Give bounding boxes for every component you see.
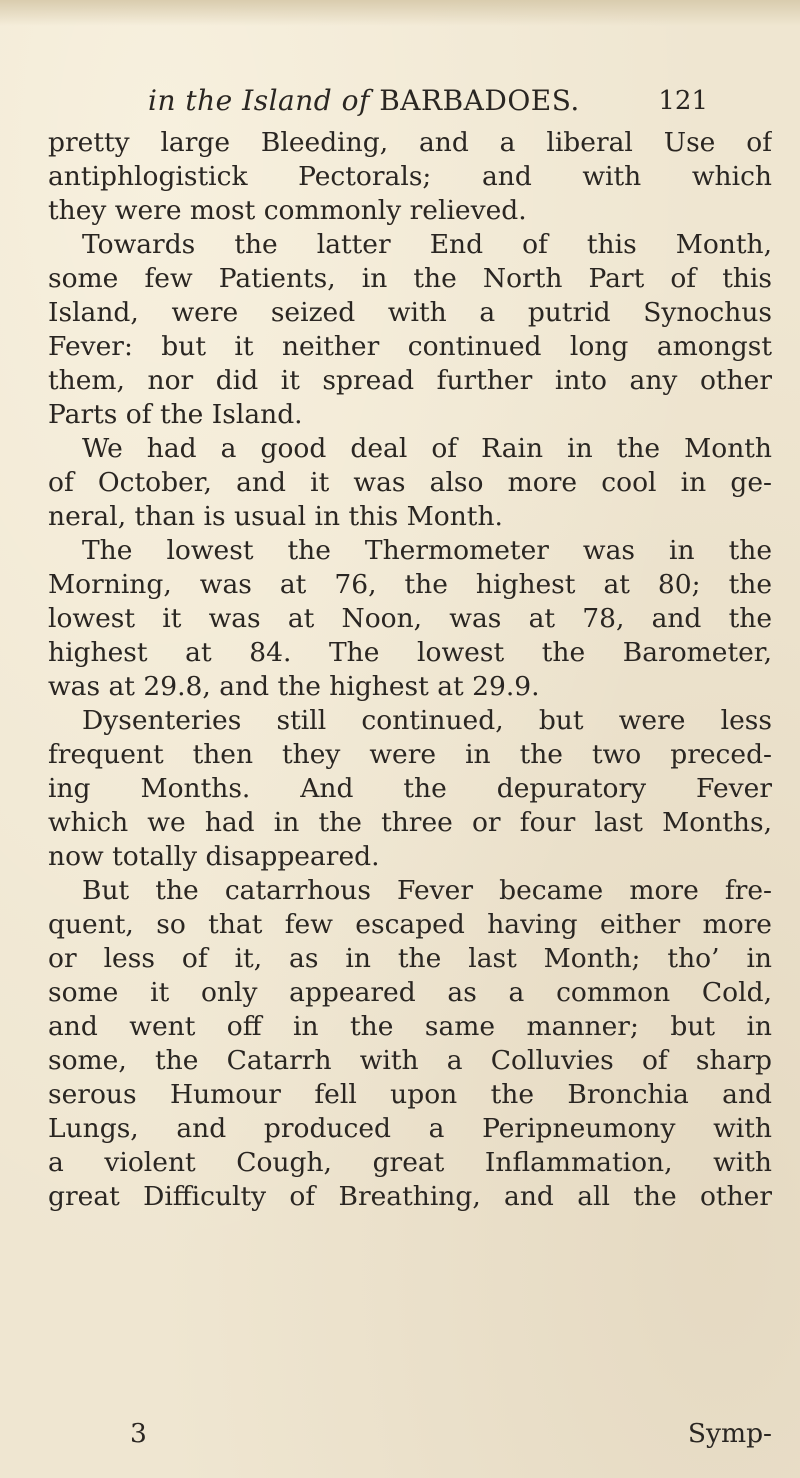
- text-line: frequent then they were in the two preced-: [48, 739, 772, 770]
- text-line: Island, were seized with a putrid Synochus: [48, 297, 772, 328]
- text-line: Lungs, and produced a Peripneumony with: [48, 1113, 772, 1144]
- text-line: which we had in the three or four last Months,: [48, 807, 772, 838]
- catchword: Symp-: [687, 1418, 772, 1449]
- text-line: Parts of the Island.: [48, 399, 303, 430]
- text-line: quent, so that few escaped having either more: [48, 909, 772, 940]
- text-line: We had a good deal of Rain in the Month: [82, 433, 772, 464]
- text-line: some it only appeared as a common Cold,: [48, 977, 772, 1008]
- text-line: great Difficulty of Breathing, and all the other: [48, 1181, 772, 1212]
- text-line: neral, than is usual in this Month.: [48, 501, 503, 532]
- text-line: of October, and it was also more cool in ge-: [48, 467, 772, 498]
- text-line: ing Months. And the depuratory Fever: [48, 773, 772, 804]
- page-edge-shadow: [0, 0, 800, 26]
- page-header: [118, 80, 708, 122]
- text-line: was at 29.8, and the highest at 29.9.: [48, 671, 540, 702]
- text-line: they were most commonly relieved.: [48, 195, 527, 226]
- text-line: some few Patients, in the North Part of this: [48, 263, 772, 294]
- text-line: Towards the latter End of this Month,: [82, 229, 772, 260]
- body-text: [48, 126, 772, 1214]
- text-line: Dysenteries still continued, but were less: [82, 705, 772, 736]
- text-line: Fever: but it neither continued long amongst: [48, 331, 772, 362]
- page-footer: [48, 1418, 772, 1458]
- text-line: lowest it was at Noon, was at 78, and the: [48, 603, 772, 634]
- text-line: The lowest the Thermometer was in the: [82, 535, 772, 566]
- text-line: them, nor did it spread further into any other: [48, 365, 772, 396]
- text-line: highest at 84. The lowest the Barometer,: [48, 637, 772, 668]
- text-line: But the catarrhous Fever became more fre-: [82, 875, 772, 906]
- running-head: [148, 84, 580, 117]
- signature-mark: 3: [130, 1418, 147, 1449]
- text-line: serous Humour fell upon the Bronchia and: [48, 1079, 772, 1110]
- text-line: Morning, was at 76, the highest at 80; the: [48, 569, 772, 600]
- text-line: some, the Catarrh with a Colluvies of sharp: [48, 1045, 772, 1076]
- text-line: now totally disappeared.: [48, 841, 380, 872]
- text-line: or less of it, as in the last Month; tho’ in: [48, 943, 772, 974]
- text-line: a violent Cough, great Inflammation, with: [48, 1147, 772, 1178]
- running-head-italic: in the Island of: [148, 84, 370, 117]
- text-line: pretty large Bleeding, and a liberal Use of: [48, 127, 772, 158]
- running-head-caps: BARBADOES.: [379, 84, 580, 117]
- text-line: and went off in the same manner; but in: [48, 1011, 772, 1042]
- page-number: 121: [658, 86, 708, 116]
- text-line: antiphlogistick Pectorals; and with which: [48, 161, 772, 192]
